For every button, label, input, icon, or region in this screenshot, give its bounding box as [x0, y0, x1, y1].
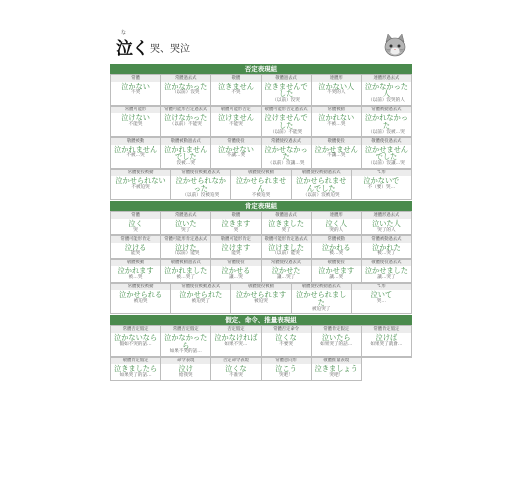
translation: 假如不哭的話…	[119, 341, 152, 347]
conjugated-form: 泣いた	[174, 218, 197, 228]
conjugation-cell	[211, 138, 261, 169]
conjugation-cell	[362, 107, 412, 138]
translation: 哭	[233, 227, 239, 233]
translation: 被迫哭	[133, 299, 148, 305]
word-meaning: 哭、哭泣	[150, 44, 190, 55]
conjugated-form: 泣きましたら	[114, 364, 158, 374]
conjugated-form: 泣くな	[225, 364, 247, 374]
form-label: 敬體可能形否定過去式	[262, 107, 311, 114]
conjugated-form: 泣けない	[121, 113, 150, 123]
conjugation-sheet	[110, 30, 412, 381]
conjugation-cell	[262, 260, 312, 283]
conjugation-cell	[111, 358, 161, 381]
translation: 被迫哭	[254, 299, 268, 305]
conjugated-form: 泣かせられました	[296, 290, 347, 308]
furigana: な	[121, 30, 127, 36]
conjugation-cell	[161, 326, 211, 357]
form-label: 常體否定假定	[111, 326, 160, 333]
conjugation-sections	[110, 64, 412, 381]
conjugation-cell	[111, 75, 161, 106]
form-label: 敬體使役	[312, 138, 361, 145]
form-label: 常體被動	[312, 107, 361, 114]
conjugation-cell	[161, 236, 211, 259]
form-label: 敬體使役被動	[231, 170, 290, 177]
form-label: て形	[352, 284, 411, 291]
conjugation-cell	[111, 107, 161, 138]
translation: 如果哭了就會…	[370, 341, 403, 347]
translation: 能哭	[231, 251, 241, 257]
conjugation-cell	[362, 138, 412, 169]
conjugation-cell	[292, 284, 352, 315]
translation: 不能哭	[128, 121, 143, 127]
conjugated-form: 泣かせない	[217, 144, 254, 154]
conjugated-form: 泣かれた	[372, 242, 401, 252]
conjugated-form: 泣かせません	[314, 144, 358, 154]
conjugated-form: 泣かせます	[318, 266, 355, 276]
translation: 不讓…哭	[226, 153, 246, 159]
form-label: 常體意向形	[262, 358, 311, 365]
translation: 不被迫哭	[251, 192, 271, 198]
translation: 被…哭了	[176, 275, 195, 281]
conjugation-cell	[111, 212, 161, 235]
translation: （以前）沒被迫哭	[182, 192, 220, 198]
conjugated-form: 泣かせた	[271, 266, 301, 276]
conjugation-cell	[161, 75, 211, 106]
conjugation-row	[110, 259, 412, 283]
conjugation-row	[110, 325, 412, 357]
conjugation-cell	[292, 170, 352, 201]
translation: 不讓…哭	[327, 153, 346, 159]
conjugation-row	[110, 357, 412, 381]
conjugation-cell	[211, 260, 261, 283]
form-label: 敬體可能形肯定過去式	[262, 236, 311, 243]
conjugated-form: 泣かせられます	[235, 290, 287, 300]
translation: （以前）沒哭的人	[368, 98, 405, 104]
translation: 不准哭	[229, 373, 243, 379]
translation: 哭	[133, 227, 138, 233]
conjugated-form: 泣かれない	[318, 113, 355, 123]
form-label: 常體使役	[211, 260, 260, 267]
translation: 讓…哭了	[276, 275, 296, 281]
conjugated-form: 泣けなかった	[164, 113, 208, 123]
form-label: 敬體肯定假定	[111, 358, 160, 365]
conjugation-cell	[312, 212, 362, 235]
form-label: 常體使役過去式	[262, 138, 311, 145]
conjugation-cell	[231, 284, 291, 315]
conjugated-form: 泣かせませんでした	[364, 144, 408, 162]
translation: 不要哭	[279, 341, 293, 347]
form-label: 連體形過去式	[362, 212, 411, 219]
conjugation-row	[110, 106, 412, 138]
form-label: 否定假定	[211, 326, 260, 333]
conjugated-form: 泣けません	[217, 113, 254, 123]
section-title: 肯定表現組	[110, 201, 412, 211]
translation: 哭吧！	[329, 373, 344, 379]
conjugation-cell	[161, 260, 211, 283]
form-label: 敬體使役被動	[231, 284, 290, 291]
conjugated-form: 泣けませんでした	[264, 113, 308, 130]
conjugated-form: 泣かせられた	[179, 290, 223, 300]
conjugation-cell	[262, 75, 312, 106]
conjugated-form: 泣かなかった	[164, 81, 208, 91]
form-label: 敬體推量表現	[312, 358, 361, 365]
cat-mascot-icon	[382, 32, 408, 58]
conjugated-form: 泣かれる	[321, 242, 351, 252]
translation: 如果哭了的話…	[119, 373, 152, 379]
conjugation-cell	[111, 236, 161, 259]
conjugation-cell	[312, 75, 362, 106]
conjugated-form: 泣きませんでした	[264, 81, 308, 99]
translation: 被…哭	[128, 275, 143, 281]
form-label: 常體過去式	[161, 212, 210, 219]
translation: 能哭	[130, 251, 141, 257]
conjugated-form: 泣かせられる	[119, 290, 163, 300]
conjugated-form: 泣ける	[124, 242, 147, 252]
conjugated-form: 泣かせられなかった	[175, 176, 226, 194]
form-label: 常體可能形否定過去式	[161, 107, 210, 114]
translation: 哭了	[181, 227, 191, 233]
translation: 被…哭了	[377, 251, 396, 257]
conjugated-form: 泣く	[128, 218, 143, 228]
conjugation-row	[110, 137, 412, 169]
conjugation-cell	[211, 107, 261, 138]
translation: 如果不哭…	[224, 341, 248, 347]
conjugation-cell	[171, 170, 231, 201]
translation: 哭吧！	[279, 373, 293, 379]
translation: （以前）不能哭	[269, 129, 303, 135]
conjugation-cell	[352, 284, 412, 315]
conjugation-cell	[211, 358, 261, 381]
form-label: 常體可能形	[111, 107, 160, 114]
conjugation-cell	[211, 236, 261, 259]
conjugation-cell	[231, 170, 291, 201]
conjugated-form: 泣いた人	[372, 218, 401, 228]
conjugated-form: 泣かれませんでした	[164, 144, 208, 162]
conjugated-form: 泣かれなかった	[364, 113, 408, 130]
form-label: 敬體被動	[111, 260, 160, 267]
conjugation-cell	[262, 358, 312, 381]
conjugation-cell	[262, 236, 312, 259]
form-label: 常體被動	[312, 236, 361, 243]
form-label: 敬體可能形否定	[211, 107, 260, 114]
conjugated-form: 泣いて	[370, 290, 393, 300]
conjugated-form: 泣かせなかった	[264, 144, 308, 162]
form-label: 常體肯定假定	[312, 326, 361, 333]
conjugated-form: 泣いたら	[321, 332, 351, 342]
form-label: 常體可能形肯定過去式	[161, 236, 210, 243]
form-label: 連體形	[312, 75, 361, 82]
conjugation-cell	[111, 170, 171, 201]
translation: 不哭	[231, 90, 241, 96]
form-label: 敬體被動	[111, 138, 160, 145]
form-label: 敬體使役被動過去式	[292, 284, 351, 291]
form-label: 常體肯定假定	[362, 326, 411, 333]
conjugated-form: 泣かせられませんでした	[296, 176, 347, 194]
conjugated-form: 泣かれました	[164, 266, 208, 276]
translation: 不被迫哭	[131, 185, 150, 191]
conjugation-cell	[262, 212, 312, 235]
conjugation-cell	[111, 260, 161, 283]
conjugation-row	[110, 283, 412, 315]
conjugation-cell	[312, 326, 362, 357]
form-label: 連體形過去式	[362, 75, 411, 82]
section-title: 否定表現組	[110, 64, 412, 74]
translation: 讓…哭了	[377, 275, 396, 281]
conjugation-cell	[362, 326, 412, 357]
translation: 哭了的人	[377, 227, 396, 233]
translation: 讓…哭	[329, 275, 344, 281]
translation: 被迫哭了	[312, 306, 331, 312]
form-label: 敬體使役	[312, 260, 361, 267]
conjugated-form: 泣きましょう	[314, 364, 358, 374]
translation: （以前）沒哭	[171, 90, 200, 96]
form-label: 命令表現	[161, 358, 210, 365]
conjugated-form: 泣けた	[174, 242, 197, 252]
translation: （以前）沒被…哭	[368, 129, 405, 135]
translation: 不（要）哭…	[367, 185, 396, 191]
conjugation-cell	[312, 138, 362, 169]
form-label: 否定命令表現	[211, 358, 260, 365]
translation: （以前）沒被迫哭	[302, 192, 340, 198]
conjugated-form: 泣くな	[275, 332, 297, 342]
conjugated-form: 泣かせる	[221, 266, 251, 276]
form-label: 常體被動過去式	[362, 107, 411, 114]
conjugation-row	[110, 211, 412, 235]
conjugated-form: 泣け	[178, 364, 193, 374]
translation: （以前）沒讓…哭	[267, 161, 305, 167]
conjugation-cell	[362, 260, 412, 283]
translation: 不哭	[130, 90, 141, 96]
translation: 如果不哭的話…	[169, 349, 202, 355]
conjugated-form: 泣かなかった人	[364, 81, 408, 99]
conjugated-form: 泣きません	[217, 81, 254, 91]
translation: 沒被…哭	[176, 161, 195, 167]
translation: 不被…哭	[126, 153, 145, 159]
form-label: 常體否定假定	[161, 326, 210, 333]
form-label: 常體使役	[211, 138, 260, 145]
form-label: 敬體	[211, 75, 260, 82]
translation: （以前）能哭	[272, 251, 300, 257]
conjugation-cell	[161, 138, 211, 169]
conjugated-form: 泣かせられません	[235, 176, 287, 194]
conjugated-form: 泣かれません	[114, 144, 158, 154]
conjugation-cell	[352, 170, 412, 201]
translation: 讓…哭	[229, 275, 243, 281]
conjugated-form: 泣きました	[268, 218, 305, 228]
form-label: 常體否定命令	[262, 326, 311, 333]
conjugation-cell	[211, 326, 261, 357]
form-label: 敬體使役過去式	[362, 260, 411, 267]
conjugation-cell	[171, 284, 231, 315]
conjugation-cell	[111, 326, 161, 357]
translation: 被…哭	[329, 251, 344, 257]
conjugation-cell	[262, 138, 312, 169]
translation: （以前）沒讓…哭	[368, 161, 405, 167]
translation: （以前）不能哭	[169, 121, 202, 127]
translation: 被迫哭了	[191, 299, 210, 305]
translation: （以前）能哭	[171, 251, 200, 257]
form-label: 敬體過去式	[262, 212, 311, 219]
conjugated-form: 泣かないで	[363, 176, 400, 186]
conjugated-form: 泣かれます	[117, 266, 154, 276]
conjugated-form: 泣かない	[121, 81, 150, 91]
conjugated-form: 泣かせられない	[115, 176, 166, 186]
form-label: 常體被動過去式	[362, 236, 411, 243]
form-label: 常體使役被動過去式	[171, 170, 230, 177]
translation: 不哭的人	[327, 90, 346, 96]
conjugated-form: 泣かせました	[364, 266, 408, 276]
translation: 不能哭	[229, 121, 243, 127]
conjugated-form: 泣けば	[375, 332, 398, 342]
form-label: 敬體可能形肯定	[211, 236, 260, 243]
section-title: 假定、命令、推量表現組	[110, 315, 412, 325]
conjugated-form: 泣く人	[325, 218, 348, 228]
translation: 哭的人	[329, 227, 344, 233]
translation: 不被…哭	[327, 121, 346, 127]
conjugated-form: 泣かなければ	[214, 332, 258, 342]
form-label: 敬體被動過去式	[161, 138, 210, 145]
conjugation-cell	[362, 236, 412, 259]
form-label: 敬體使役被動過去式	[292, 170, 351, 177]
conjugation-row	[110, 169, 412, 201]
form-label: 常體使役過去式	[262, 260, 311, 267]
conjugation-cell	[161, 107, 211, 138]
form-label: 常體使役被動過去式	[171, 284, 230, 291]
conjugated-form: 泣きます	[221, 218, 251, 228]
conjugated-form: 泣かなかったら	[164, 332, 208, 350]
conjugation-cell	[312, 236, 362, 259]
form-label: 常體可能形肯定	[111, 236, 160, 243]
translation: 給我哭	[178, 373, 193, 379]
headword: 泣く	[116, 39, 148, 59]
conjugated-form: 泣かないなら	[114, 332, 158, 342]
conjugated-form: 泣けました	[268, 242, 305, 252]
translation: 哭…	[376, 299, 386, 305]
conjugation-cell	[312, 358, 362, 381]
form-label: 敬體使役過去式	[362, 138, 411, 145]
conjugated-form: 泣けます	[221, 242, 251, 252]
conjugation-cell	[111, 138, 161, 169]
conjugated-form: 泣かない人	[318, 81, 355, 91]
conjugation-cell	[161, 358, 211, 381]
conjugation-cell	[262, 107, 312, 138]
form-label: 常體過去式	[161, 75, 210, 82]
conjugation-row	[110, 74, 412, 106]
conjugation-cell	[111, 284, 171, 315]
form-label: 連體形	[312, 212, 361, 219]
form-label: 敬體被動過去式	[161, 260, 210, 267]
form-label: て形	[352, 170, 411, 177]
conjugation-cell	[211, 212, 261, 235]
conjugated-form: 泣こう	[275, 364, 297, 374]
form-label: 常體	[111, 212, 160, 219]
conjugation-cell	[312, 260, 362, 283]
word-header	[110, 30, 412, 63]
conjugation-cell	[362, 75, 412, 106]
form-label: 敬體	[211, 212, 260, 219]
conjugation-cell	[262, 326, 312, 357]
form-label: 常體	[111, 75, 160, 82]
conjugation-row	[110, 235, 412, 259]
translation: 如果哭了的話…	[320, 341, 353, 347]
form-label: 敬體過去式	[262, 75, 311, 82]
conjugation-cell	[211, 75, 261, 106]
form-label: 常體使役被動	[111, 170, 170, 177]
conjugation-cell	[312, 107, 362, 138]
conjugation-cell	[161, 212, 211, 235]
conjugation-cell	[362, 212, 412, 235]
translation: （以前）沒哭	[272, 98, 300, 104]
translation: 哭了	[281, 227, 291, 233]
form-label: 常體使役被動	[111, 284, 170, 291]
